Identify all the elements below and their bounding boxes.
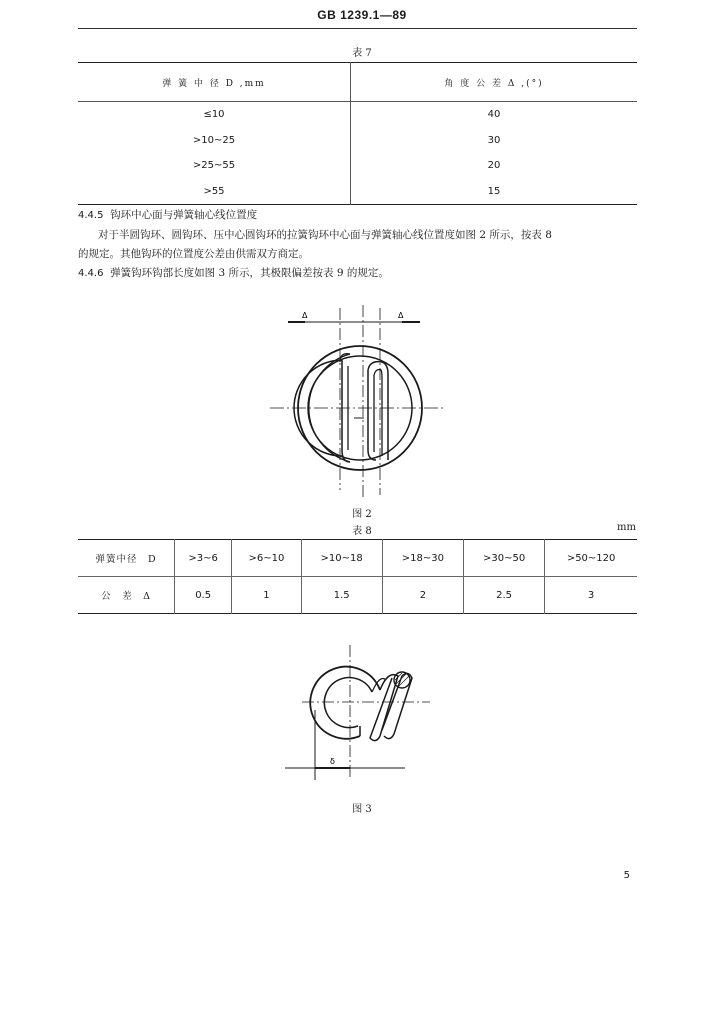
table8-range-cell: >3~6 xyxy=(175,540,232,577)
table8-tolerance-cell: 3 xyxy=(545,577,637,614)
table8-tolerance-cell: 2.5 xyxy=(463,577,544,614)
section-445-body-line2: 的规定。其他钩环的位置度公差由供需双方商定。 xyxy=(78,248,309,260)
header-rule xyxy=(78,28,637,29)
table7-header-row xyxy=(78,63,637,102)
table8-range-cell: >10~18 xyxy=(301,540,382,577)
section-446-paragraph xyxy=(78,264,389,283)
table8-range-cell: >30~50 xyxy=(463,540,544,577)
table7-diameter-cell: >10~25 xyxy=(78,128,351,154)
table8-tolerance-cell: 0.5 xyxy=(175,577,232,614)
table8 xyxy=(78,539,637,614)
table7 xyxy=(78,62,637,205)
section-445-heading xyxy=(78,206,257,225)
section-title: 钩环中心面与弹簧轴心线位置度 xyxy=(110,209,258,221)
figure3-caption: 图 3 xyxy=(352,804,372,815)
table8-row-tolerance xyxy=(78,577,637,614)
table8-caption: 表 8 xyxy=(352,526,372,537)
table7-col1-header: 弹 簧 中 径 D ,mm xyxy=(78,63,351,102)
section-445-body-line1: 对于半圆钩环、圆钩环、压中心圆钩环的拉簧钩环中心面与弹簧轴心线位置度如图 2 所示，按表 8 xyxy=(98,229,552,241)
section-body: 弹簧钩环钩部长度如图 3 所示，其极限偏差按表 9 的规定。 xyxy=(110,267,389,279)
table8-range-cell: >50~120 xyxy=(545,540,637,577)
table8-row-diameter xyxy=(78,540,637,577)
table8-tolerance-cell: 2 xyxy=(382,577,463,614)
figure2-drawing xyxy=(260,300,460,505)
table-row xyxy=(78,179,637,205)
table8-range-cell: >18~30 xyxy=(382,540,463,577)
table7-tolerance-cell: 20 xyxy=(487,160,501,172)
table8-range-cell: >6~10 xyxy=(232,540,301,577)
table7-diameter-cell: ≤10 xyxy=(78,102,351,128)
figure2-label-left: Δ xyxy=(302,311,308,320)
figure3-drawing xyxy=(280,640,440,790)
table-row xyxy=(78,128,637,154)
table8-row1-label: 弹簧中径 D xyxy=(78,540,175,577)
table7-tolerance-cell: 40 xyxy=(487,109,501,121)
figure2-caption: 图 2 xyxy=(352,509,372,520)
document-header: GB 1239.1—89 xyxy=(317,8,407,22)
table-row xyxy=(78,102,637,128)
figure2-label-right: Δ xyxy=(398,311,404,320)
table7-diameter-cell: >25~55 xyxy=(78,153,351,179)
table7-diameter-cell: >55 xyxy=(78,179,351,205)
section-number: 4.4.5 xyxy=(78,210,104,221)
table7-caption: 表 7 xyxy=(352,48,372,59)
table8-tolerance-cell: 1.5 xyxy=(301,577,382,614)
table8-unit: mm xyxy=(617,522,636,533)
table7-col2-header: 角 度 公 差 Δ ,(°) xyxy=(351,63,638,102)
section-number: 4.4.6 xyxy=(78,268,104,279)
table8-tolerance-cell: 1 xyxy=(232,577,301,614)
table7-tolerance-cell: 15 xyxy=(487,185,501,197)
page-number: 5 xyxy=(623,870,630,881)
table7-tolerance-cell: 30 xyxy=(487,134,501,146)
table8-row2-label: 公 差 Δ xyxy=(101,591,151,602)
table-row xyxy=(78,153,637,179)
figure3-label: δ xyxy=(330,757,335,766)
